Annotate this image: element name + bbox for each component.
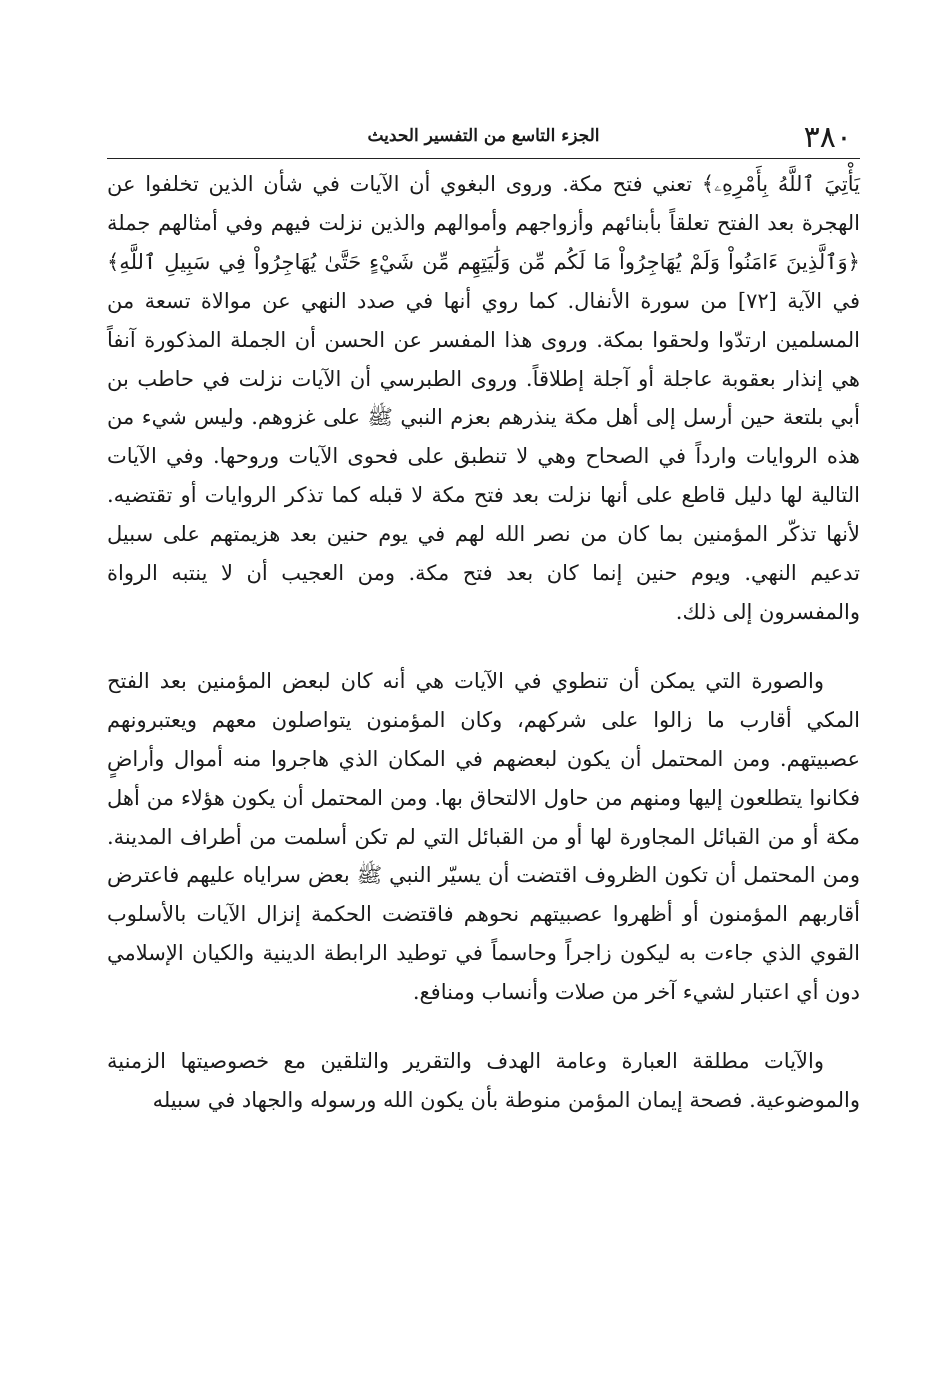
paragraph-1: [107, 165, 860, 632]
paragraph-1-text: يَأْتِيَ ٱللَّهُ بِأَمْرِهِۦ﴾ تعني فتح مكة. وروى البغوي أن الآيات في شأن الذين تخلفوا عن الهجرة بعد الفتح تعلقاً بأبنائهم وأزواجهم وأموالهم والذين نزلت فيهم وفي أمثالهم جملة ﴿وَٱلَّذِينَ ءَامَنُواْ وَلَمْ يُهَاجِرُواْ مَا لَكُم مِّن وَلَٰيَتِهِم مِّن شَيْءٍ حَتَّىٰ يُهَاجِرُواْ فِي سَبِيلِ ٱللَّهِ﴾ في الآية [٧٢] من سورة الأنفال. كما روي أنها في صدد النهي عن موالاة تسعة من المسلمين ارتدّوا ولحقوا بمكة. وروى هذا المفسر عن الحسن أن الجملة المذكورة آنفاً هي إنذار بعقوبة عاجلة أو آجلة إطلاقاً. وروى الطبرسي أن الآيات نزلت في حاطب بن أبي بلتعة حين أرسل إلى أهل مكة ينذرهم بعزم النبي ﷺ على غزوهم. وليس شيء من هذه الروايات وارداً في الصحاح وهي لا تنطبق على فحوى الآيات وروحها. وفي الآيات التالية لها دليل قاطع على أنها نزلت بعد فتح مكة لا قبله كما تذكر الروايات أو تقتضيه. لأنها تذكّر المؤمنين بما كان من نصر الله لهم في يوم حنين بعد هزيمتهم على سبيل تدعيم النهي. ويوم حنين إنما كان بعد فتح مكة. ومن العجيب أن لا ينتبه الرواة والمفسرون إلى ذلك.: [107, 172, 860, 624]
page-header: [107, 118, 860, 158]
running-title: الجزء التاسع من التفسير الحديث: [367, 126, 600, 146]
header-rule: [107, 158, 860, 159]
paragraph-3: [107, 1042, 860, 1120]
page-number: ٣٨٠: [803, 120, 852, 155]
paragraph-3-text: والآيات مطلقة العبارة وعامة الهدف والتقرير والتلقين مع خصوصيتها الزمنية والموضوعية. فصحة إيمان المؤمن منوطة بأن يكون الله ورسوله والجهاد في سبيله: [107, 1049, 860, 1112]
paragraph-2: [107, 662, 860, 1012]
book-page: [107, 118, 860, 1120]
paragraph-2-text: والصورة التي يمكن أن تنطوي في الآيات هي أنه كان لبعض المؤمنين بعد الفتح المكي أقارب ما زالوا على شركهم، وكان المؤمنون يتواصلون معهم ويعتبرونهم عصبيتهم. ومن المحتمل أن يكون لبعضهم في المكان الذي هاجروا منه أموال وأراضٍ فكانوا يتطلعون إليها ومنهم من حاول الالتحاق بها. ومن المحتمل أن يكون هؤلاء من أهل مكة أو من القبائل المجاورة لها أو من القبائل التي لم تكن أسلمت من أطراف المدينة. ومن المحتمل أن تكون الظروف اقتضت أن يسيّر النبي ﷺ بعض سراياه عليهم فاعترض أقاربهم المؤمنون أو أظهروا عصبيتهم نحوهم فاقتضت الحكمة إنزال الآيات بالأسلوب القوي الذي جاءت به ليكون زاجراً وحاسماً في توطيد الرابطة الدينية والكيان الإسلامي دون أي اعتبار لشيء آخر من صلات وأنساب ومنافع.: [107, 668, 860, 1005]
